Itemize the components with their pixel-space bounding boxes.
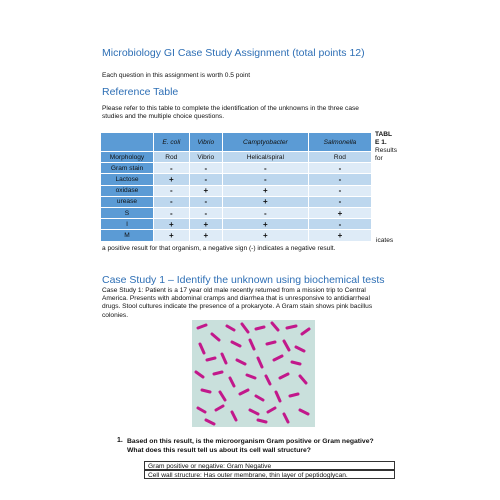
table-row xyxy=(101,230,372,241)
table-cell: + xyxy=(154,174,190,185)
table-cell: - xyxy=(222,163,308,174)
table-cell: - xyxy=(308,163,371,174)
case-line: America. Presents with abdominal cramps and diarrhea that is unresponsive to antidiarrheal xyxy=(102,295,370,303)
reference-heading: Reference Table xyxy=(102,86,179,98)
gram-stain-micrograph xyxy=(192,320,315,427)
table-cell: - xyxy=(189,196,222,207)
table-cell: - xyxy=(308,219,371,230)
table-caption xyxy=(375,131,405,163)
table-caption-label: TABL xyxy=(375,131,393,138)
table-cell: + xyxy=(189,219,222,230)
table-cell: - xyxy=(154,163,190,174)
table-row xyxy=(101,185,372,196)
table-cell: Helical/spiral xyxy=(222,152,308,163)
table-row xyxy=(101,219,372,230)
question-line: What does this result tell us about its cell wall structure? xyxy=(127,447,311,454)
document-title: Microbiology GI Case Study Assignment (total points 12) xyxy=(102,47,365,59)
row-label: oxidase xyxy=(101,185,154,196)
intro-text: Each question in this assignment is worth 0.5 point xyxy=(102,72,251,79)
table-cell: + xyxy=(308,207,371,218)
question-line: Based on this result, is the microorganism Gram positive or Gram negative? xyxy=(127,438,374,445)
table-row xyxy=(101,163,372,174)
table-cell: - xyxy=(189,163,222,174)
table-cell: - xyxy=(308,185,371,196)
caption-tail: icates xyxy=(376,237,394,244)
reference-instructions xyxy=(102,105,359,121)
column-header: Salmonella xyxy=(308,133,371,152)
table-caption-number: E 1. xyxy=(375,139,387,146)
table-cell: - xyxy=(154,196,190,207)
table-row xyxy=(101,207,372,218)
reference-table xyxy=(100,132,372,242)
row-label: urease xyxy=(101,196,154,207)
table-caption-text: for xyxy=(375,155,383,162)
table-cell: - xyxy=(222,207,308,218)
case-study-1-heading: Case Study 1 – Identify the unknown using biochemical tests xyxy=(102,274,385,286)
question-1-text xyxy=(127,437,374,455)
row-label: Lactose xyxy=(101,174,154,185)
row-label: M xyxy=(101,230,154,241)
table-cell: + xyxy=(189,185,222,196)
table-legend: a positive result for that organism, a negative sign (-) indicates a negative result. xyxy=(102,245,336,252)
row-label: Gram stain xyxy=(101,163,154,174)
case-line: Case Study 1: Patient is a 17 year old male recently returned from a mission trip to Central xyxy=(102,287,366,294)
table-cell: + xyxy=(222,185,308,196)
table-cell: + xyxy=(308,230,371,241)
table-cell: + xyxy=(222,219,308,230)
table-cell: - xyxy=(189,207,222,218)
column-header: Vibrio xyxy=(189,133,222,152)
table-cell: - xyxy=(154,207,190,218)
reference-instructions-line1: Please refer to this table to complete the identification of the unknowns in the three case xyxy=(102,105,359,112)
table-cell: - xyxy=(308,174,371,185)
table-cell: - xyxy=(189,174,222,185)
table-cell: - xyxy=(154,185,190,196)
table-cell: - xyxy=(308,196,371,207)
table-cell: + xyxy=(189,230,222,241)
case-line: colonies. xyxy=(102,311,129,319)
row-label: S xyxy=(101,207,154,218)
table-row xyxy=(101,152,372,163)
cell-wall-answer-field[interactable]: Cell wall structure: Has outer membrane, thin layer of peptidoglycan. xyxy=(144,470,395,479)
case-study-1-description xyxy=(102,287,372,320)
column-header: E. coli xyxy=(154,133,190,152)
table-cell: + xyxy=(154,219,190,230)
table-cell: Rod xyxy=(308,152,371,163)
table-cell: + xyxy=(222,230,308,241)
table-row xyxy=(101,174,372,185)
micrograph-image xyxy=(192,320,315,427)
question-1-number: 1. xyxy=(117,437,123,444)
case-line: drugs. Stool cultures indicate the presence of a prokaryote. A Gram stain shows pink bacillus xyxy=(102,303,373,311)
table-cell: Rod xyxy=(154,152,190,163)
table-caption-text: Results xyxy=(375,147,397,154)
row-label: I xyxy=(101,219,154,230)
gram-answer-field[interactable]: Gram positive or negative: Gram Negative xyxy=(144,461,395,470)
column-header: Camptyobacter xyxy=(222,133,308,152)
table-row xyxy=(101,196,372,207)
table-cell: + xyxy=(222,196,308,207)
table-cell: Vibrio xyxy=(189,152,222,163)
row-label: Morphology xyxy=(101,152,154,163)
table-corner xyxy=(101,133,154,152)
table-cell: + xyxy=(154,230,190,241)
table-cell: - xyxy=(222,174,308,185)
reference-instructions-line2: studies and the multiple choice questions. xyxy=(102,113,225,121)
